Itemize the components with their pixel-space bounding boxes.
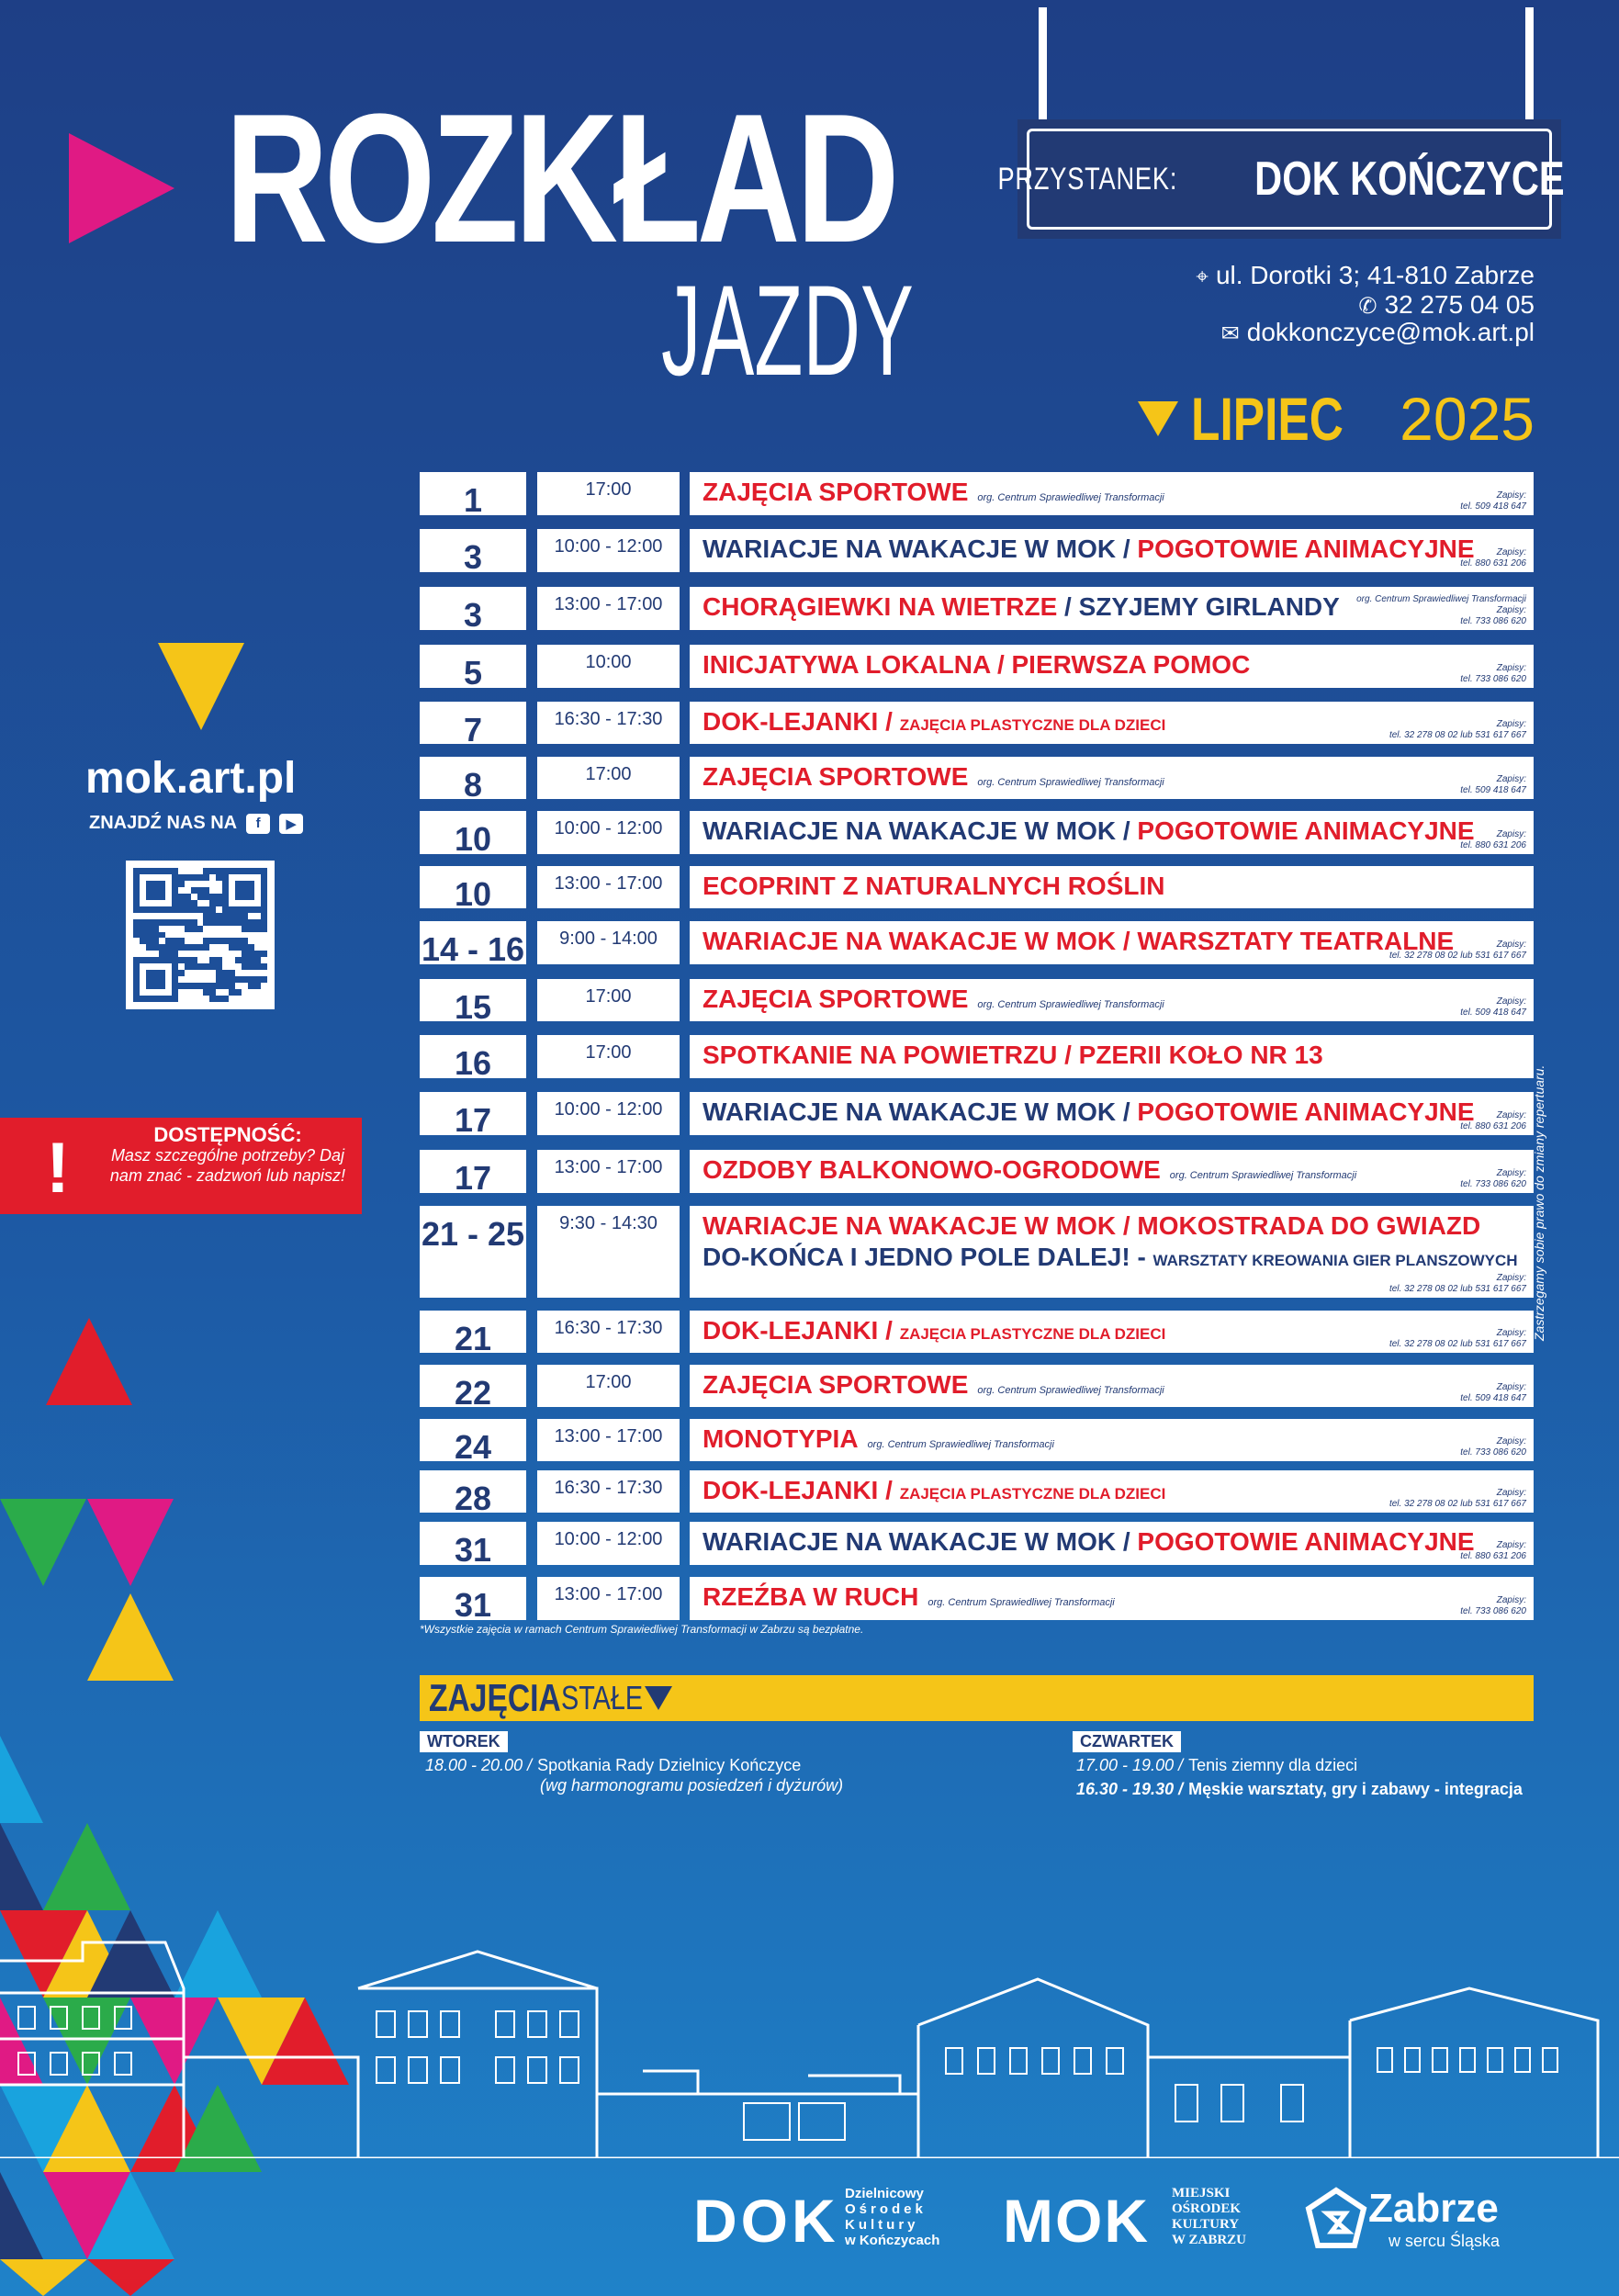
row-org: org. Centrum Sprawiedliwej Transformacji [1169,1170,1357,1181]
row-day: 3 [420,529,526,572]
zabrze-emblem-icon [1304,2186,1368,2250]
accessibility-title: DOSTĘPNOŚĆ: [153,1123,302,1146]
row-day: 21 - 25 [420,1206,526,1298]
row-title: ZAJĘCIA SPORTOWE [703,985,969,1013]
website-link[interactable]: mok.art.pl [85,754,297,803]
tuesday-sub: (wg harmonogramu posiedzeń i dyżurów) [540,1776,844,1795]
row-time: 9:00 - 14:00 [537,921,680,964]
green-triangle-decoration [0,1499,86,1586]
row-time: 10:00 - 12:00 [537,1522,680,1565]
email[interactable]: ✉ dokkonczyce@mok.art.pl [1220,318,1535,346]
zabrze-main: Zabrze [1368,2186,1499,2231]
row-day: 1 [420,472,526,515]
youtube-icon[interactable]: ▶ [279,814,303,834]
month-year: 2025 [1400,385,1535,453]
row-org: org. Centrum Sprawiedliwej Transformacji [977,777,1164,788]
row-note: Zapisy: tel. 733 086 620 [1460,1168,1526,1189]
row-desc [690,529,1534,572]
stop-label: PRZYSTANEK: [997,161,1177,197]
row-note: Zapisy: tel. 509 418 647 [1460,490,1526,512]
row-day: 17 [420,1092,526,1135]
thursday-name: Męskie warsztaty, gry i zabawy - integracja [1188,1780,1523,1798]
row-day: 3 [420,587,526,630]
row-day: 14 - 16 [420,921,526,964]
accessibility-box [0,1118,362,1214]
row-desc [690,1311,1534,1353]
accessibility-text [108,1125,347,1186]
row-note: Zapisy: tel. 509 418 647 [1460,996,1526,1018]
qr-code[interactable] [126,861,275,1009]
row-title: POGOTOWIE ANIMACYJNE [1137,1527,1475,1556]
exclamation-icon: ! [46,1127,70,1208]
row-title: RZEŹBA W RUCH [703,1582,919,1611]
row-time: 13:00 - 17:00 [537,1150,680,1193]
row-time: 17:00 [537,757,680,799]
row-note: Zapisy: tel. 880 631 206 [1460,1540,1526,1561]
schedule-row [420,921,1534,968]
pink-triangle-decoration [87,1499,174,1586]
dok-text: Dzielnicowy Ośrodek Kultury w Kończycach [845,2186,940,2248]
row-org: org. Centrum Sprawiedliwej Transformacji [928,1597,1115,1608]
row-note: Zapisy: tel. 32 278 08 02 lub 531 617 667 [1389,1328,1526,1349]
thursday-tag: CZWARTEK [1073,1731,1181,1752]
schedule-row [420,645,1534,692]
row-desc [690,1470,1534,1513]
row-note: Zapisy: tel. 880 631 206 [1460,547,1526,568]
thursday-item [1076,1756,1357,1775]
phone-icon: ✆ [1358,294,1377,319]
schedule-row [420,979,1534,1026]
find-us [89,813,303,834]
row-note: Zapisy: tel. 32 278 08 02 lub 531 617 667 [1389,1273,1526,1294]
row-desc [690,1035,1534,1078]
stop-name: DOK KOŃCZYCE [1254,152,1566,206]
row-day: 24 [420,1419,526,1461]
row-time: 9:30 - 14:30 [537,1206,680,1298]
row-time: 10:00 - 12:00 [537,811,680,854]
triangle-down-icon [1138,401,1178,436]
dok-mark: DOK [693,2187,839,2255]
row-title: POGOTOWIE ANIMACYJNE [1137,816,1475,845]
row-time: 17:00 [537,1035,680,1078]
row-time: 10:00 - 12:00 [537,529,680,572]
mail-icon: ✉ [1220,321,1240,346]
tuesday-time: 18.00 - 20.00 / [425,1756,533,1774]
row-title: ZAJĘCIA SPORTOWE [703,478,969,506]
row-desc [690,1365,1534,1407]
schedule-row [420,757,1534,804]
row-title: ECOPRINT Z NATURALNYCH ROŚLIN [703,872,1165,900]
footnote: *Wszystkie zajęcia w ramach Centrum Sprawiedliwej Transformacji w Zabrzu są bezpłatne. [420,1623,864,1636]
row-title: INICJATYWA LOKALNA / PIERWSZA POMOC [703,650,1251,679]
row-org: org. Centrum Sprawiedliwej Transformacji [977,1385,1164,1396]
schedule-row [420,1470,1534,1517]
row-desc [690,979,1534,1021]
row-time: 10:00 - 12:00 [537,1092,680,1135]
row-desc [690,1150,1534,1193]
thursday-name: Tenis ziemny dla dzieci [1188,1756,1358,1774]
row-note: Zapisy: tel. 880 631 206 [1460,1110,1526,1131]
row-title: MONOTYPIA [703,1424,859,1453]
row-day: 10 [420,811,526,854]
row-time: 13:00 - 17:00 [537,587,680,630]
schedule-row [420,702,1534,748]
row-note: Zapisy: tel. 32 278 08 02 lub 531 617 667 [1389,719,1526,740]
row-title-part: WARIACJE NA WAKACJE W MOK / [703,1097,1138,1126]
sign-pole-right [1525,7,1534,119]
row-time: 17:00 [537,472,680,515]
row-day: 28 [420,1470,526,1513]
title-line2: JAZDY [661,258,914,402]
row-day: 31 [420,1577,526,1620]
row-title: DOK-LEJANKI / [703,1316,900,1345]
row-desc [690,1206,1534,1298]
row-desc [690,1522,1534,1565]
row-day: 31 [420,1522,526,1565]
row-title-small: ZAJĘCIA PLASTYCZNE DLA DZIECI [899,1325,1166,1343]
row-desc [690,866,1534,908]
row-title: DOK-LEJANKI / [703,707,900,736]
accessibility-body: Masz szczególne potrzeby? Daj nam znać - zadzwoń lub napisz! [109,1146,346,1185]
red-triangle-decoration [46,1318,132,1405]
row-time: 13:00 - 17:00 [537,1577,680,1620]
row-time: 13:00 - 17:00 [537,1419,680,1461]
row-desc [690,921,1534,964]
row-desc [690,1577,1534,1620]
row-title: WARIACJE NA WAKACJE W MOK / WARSZTATY TEATRALNE [703,927,1455,955]
yellow-triangle-decoration [158,643,244,730]
row-time: 16:30 - 17:30 [537,1470,680,1513]
row-day: 10 [420,866,526,908]
row-note: Zapisy: tel. 32 278 08 02 lub 531 617 667 [1389,1488,1526,1509]
row-title-small: ZAJĘCIA PLASTYCZNE DLA DZIECI [899,716,1166,734]
location-pin-icon: ⌖ [1196,264,1209,289]
row-title: WARIACJE NA WAKACJE W MOK / MOKOSTRADA DO GWIAZD [703,1211,1481,1240]
row-title: ZAJĘCIA SPORTOWE [703,1370,969,1399]
mok-mark: MOK [1003,2187,1150,2255]
row-title: SPOTKANIE NA POWIETRZU / PZERII KOŁO NR 13 [703,1041,1323,1069]
sign-pole-left [1039,7,1047,119]
row-desc [690,811,1534,854]
row-title: OZDOBY BALKONOWO-OGRODOWE [703,1155,1161,1184]
row-day: 21 [420,1311,526,1353]
regular-title-a: ZAJĘCIA [429,1676,561,1719]
schedule-row [420,1035,1534,1082]
thursday-time: 16.30 - 19.30 / [1076,1780,1184,1798]
row-desc [690,757,1534,799]
schedule-row [420,866,1534,913]
row-day: 16 [420,1035,526,1078]
thursday-item [1076,1780,1523,1799]
row-time: 17:00 [537,1365,680,1407]
row-title: DOK-LEJANKI / [703,1476,900,1504]
schedule-row [420,1150,1534,1197]
row-title-part: WARIACJE NA WAKACJE W MOK / [703,535,1138,563]
row-desc [690,702,1534,744]
row-day: 17 [420,1150,526,1193]
address: ⌖ ul. Dorotki 3; 41-810 Zabrze [1196,261,1535,289]
row-title: POGOTOWIE ANIMACYJNE [1137,535,1475,563]
yellow-triangle-decoration [87,1593,174,1681]
row-note: Zapisy: tel. 509 418 647 [1460,774,1526,795]
row-desc [690,1092,1534,1135]
row-org: org. Centrum Sprawiedliwej Transformacji [977,492,1164,503]
row-day: 22 [420,1365,526,1407]
row-note: org. Centrum Sprawiedliwej Transformacji Zapisy: tel. 733 086 620 [1356,594,1526,626]
tuesday-name: Spotkania Rady Dzielnicy Kończyce [537,1756,802,1774]
mok-text: MIEJSKI OŚRODEK KULTURY W ZABRZU [1172,2186,1246,2247]
regular-classes-heading [420,1675,1534,1721]
schedule-row [420,472,1534,519]
row-note: Zapisy: tel. 733 086 620 [1460,1436,1526,1458]
schedule-row [420,1522,1534,1569]
tuesday-tag: WTOREK [420,1731,508,1752]
schedule-row [420,1311,1534,1357]
month-heading [1138,384,1535,454]
row-time: 16:30 - 17:30 [537,702,680,744]
row-note: Zapisy: tel. 32 278 08 02 lub 531 617 667 [1389,940,1526,961]
schedule-row [420,587,1534,634]
title-line1: ROZKŁAD [225,76,895,281]
row-title: ZAJĘCIA SPORTOWE [703,762,969,791]
facebook-icon[interactable]: f [246,814,270,834]
schedule-row [420,1365,1534,1412]
row-title-part: / SZYJEMY GIRLANDY [1057,592,1340,621]
triangle-down-icon [645,1686,672,1710]
find-us-label: ZNAJDŹ NAS NA [89,813,238,833]
row-day: 7 [420,702,526,744]
zabrze-sub: w sercu Śląska [1389,2232,1501,2250]
schedule-row [420,1577,1534,1624]
row-day: 8 [420,757,526,799]
tuesday-item [425,1756,801,1775]
pink-arrow-decoration [69,133,174,243]
row-title-small: WARSZTATY KREOWANIA GIER PLANSZOWYCH [1152,1252,1518,1269]
schedule-row [420,1206,1534,1298]
row-title-small: ZAJĘCIA PLASTYCZNE DLA DZIECI [899,1485,1166,1503]
row-time: 10:00 [537,645,680,688]
row-note: Zapisy: tel. 733 086 620 [1460,1595,1526,1616]
row-day: 15 [420,979,526,1021]
row-title: POGOTOWIE ANIMACYJNE [1137,1097,1475,1126]
row-desc [690,1419,1534,1461]
schedule-row [420,529,1534,576]
row-time: 13:00 - 17:00 [537,866,680,908]
row-time: 16:30 - 17:30 [537,1311,680,1353]
side-note: Zastrzegamy sobie prawo do zmiany repertuaru. [1532,1064,1546,1341]
schedule-row [420,811,1534,858]
row-title: CHORĄGIEWKI NA WIETRZE [703,592,1058,621]
month-name: LIPIEC [1191,385,1344,453]
thursday-time: 17.00 - 19.00 / [1076,1756,1184,1774]
regular-title-b: STAŁE [560,1679,643,1716]
row-day: 5 [420,645,526,688]
row-desc [690,645,1534,688]
row-title-part: WARIACJE NA WAKACJE W MOK / [703,816,1138,845]
row-title-part: WARIACJE NA WAKACJE W MOK / [703,1527,1138,1556]
row-time: 17:00 [537,979,680,1021]
row-org: org. Centrum Sprawiedliwej Transformacji [977,999,1164,1010]
phone[interactable]: ✆ 32 275 04 05 [1358,290,1535,319]
row-note: Zapisy: tel. 509 418 647 [1460,1382,1526,1403]
row-title-line2: DO-KOŃCA I JEDNO POLE DALEJ! - [703,1243,1153,1271]
row-desc [690,472,1534,515]
row-note: Zapisy: tel. 733 086 620 [1460,663,1526,684]
row-org: org. Centrum Sprawiedliwej Transformacji [867,1439,1054,1450]
bus-stop-sign [997,119,1566,239]
buildings-skyline [0,1938,1619,2158]
row-note: Zapisy: tel. 880 631 206 [1460,829,1526,850]
schedule-row [420,1092,1534,1139]
row-desc [690,587,1534,630]
schedule-row [420,1419,1534,1466]
